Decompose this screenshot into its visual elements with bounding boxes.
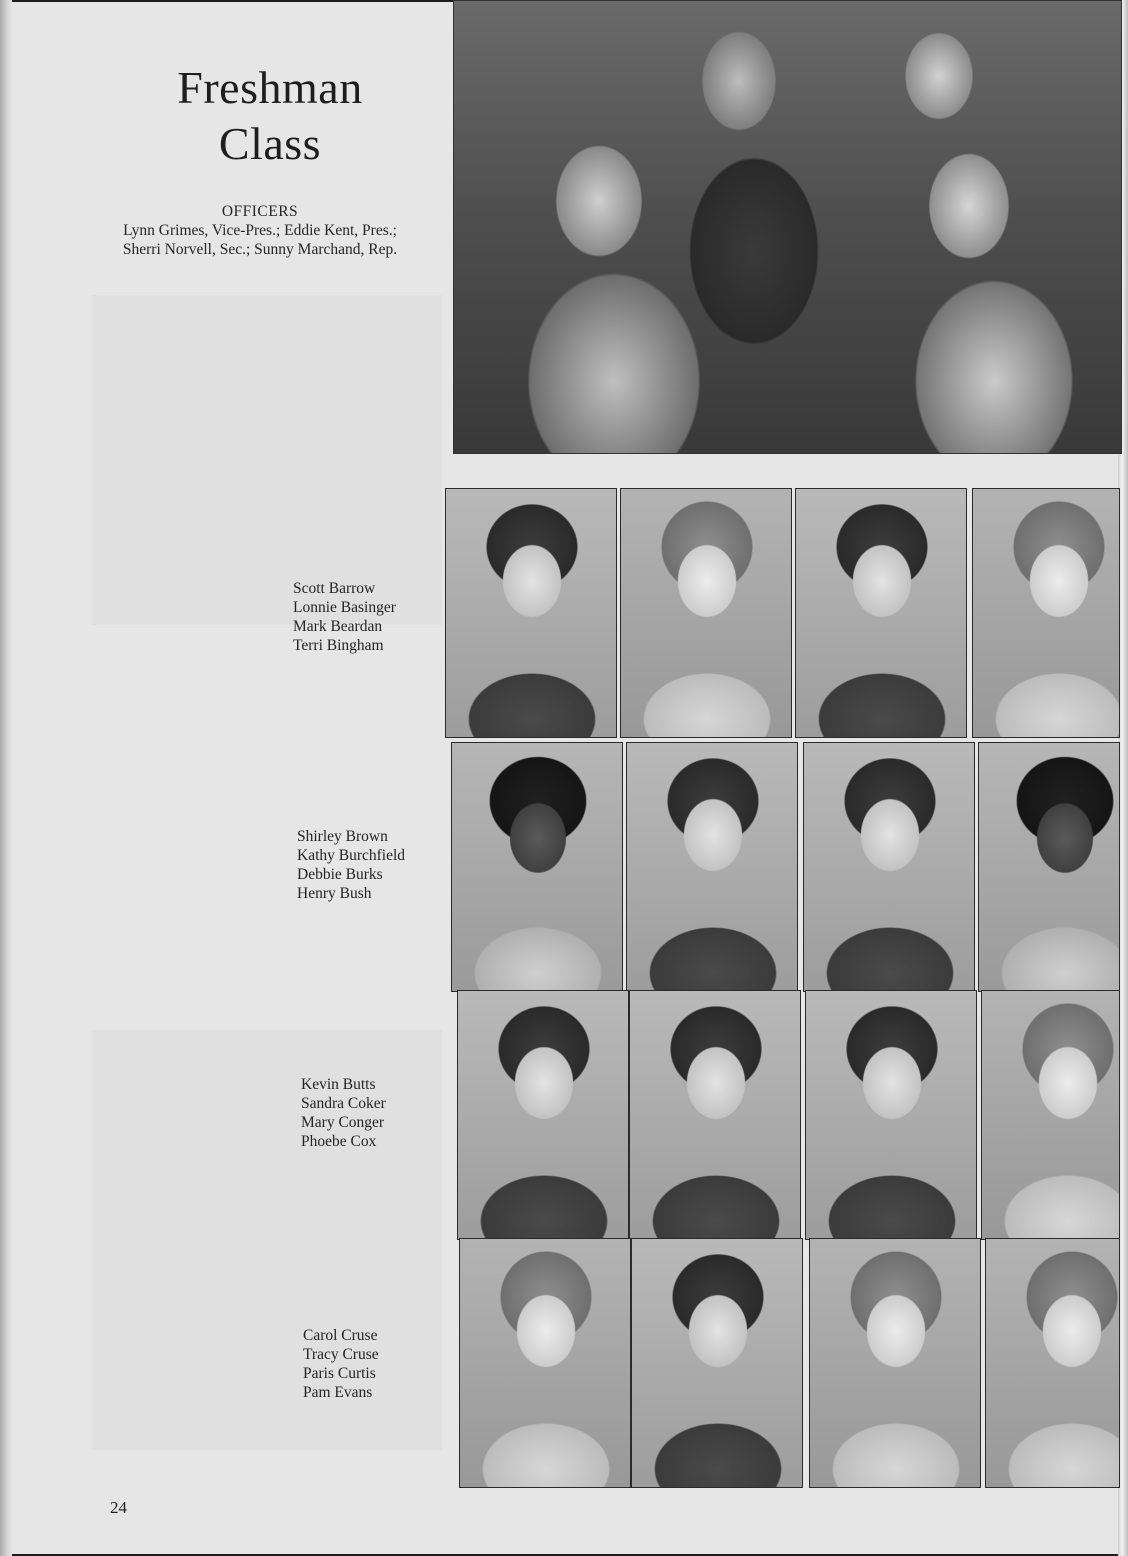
student-name: Henry Bush <box>297 885 372 902</box>
student-portrait <box>459 1238 631 1488</box>
student-portrait <box>972 488 1120 738</box>
name-list <box>297 827 405 903</box>
student-name: Mary Conger <box>301 1114 385 1131</box>
student-portrait <box>620 488 792 738</box>
page-binding-edge <box>0 0 12 1556</box>
background-shade <box>92 295 442 625</box>
officers-line: Sherri Norvell, Sec.; Sunny Marchand, Rep. <box>122 241 398 258</box>
student-name: Lonnie Basinger <box>293 599 396 616</box>
student-name: Carol Cruse <box>303 1327 378 1344</box>
page-title <box>150 60 390 172</box>
portrait-row <box>451 742 1120 992</box>
student-portrait <box>978 742 1120 992</box>
officers-heading: OFFICERS <box>221 203 299 220</box>
portrait-row <box>445 488 1120 738</box>
student-name: Sandra Coker <box>301 1095 386 1112</box>
student-portrait <box>803 742 975 992</box>
title-line: Class <box>218 118 322 169</box>
officers-line: Lynn Grimes, Vice-Pres.; Eddie Kent, Pres.; <box>123 222 397 239</box>
student-name: Shirley Brown <box>297 828 388 845</box>
student-name: Kevin Butts <box>301 1076 376 1093</box>
student-name: Paris Curtis <box>303 1365 376 1382</box>
officers-group-photo <box>453 0 1122 454</box>
portrait-row <box>457 990 1120 1240</box>
student-portrait <box>981 990 1120 1240</box>
name-list <box>303 1326 379 1402</box>
student-name: Debbie Burks <box>297 866 383 883</box>
name-list <box>301 1075 386 1151</box>
officers-caption <box>80 202 440 259</box>
student-name: Kathy Burchfield <box>297 847 406 864</box>
student-portrait <box>629 990 801 1240</box>
background-shade <box>92 1030 442 1450</box>
student-portrait <box>631 1238 803 1488</box>
student-portrait <box>457 990 629 1240</box>
student-portrait <box>809 1238 981 1488</box>
student-portrait <box>805 990 977 1240</box>
student-portrait <box>795 488 967 738</box>
student-name: Terri Bingham <box>293 637 384 654</box>
student-portrait <box>445 488 617 738</box>
student-portrait <box>985 1238 1120 1488</box>
title-line: Freshman <box>177 62 363 113</box>
name-list <box>293 579 396 655</box>
student-name: Mark Beardan <box>293 618 383 635</box>
portrait-row <box>459 1238 1120 1488</box>
student-name: Phoebe Cox <box>301 1133 377 1150</box>
student-name: Tracy Cruse <box>303 1346 379 1363</box>
page-number: 24 <box>110 1498 127 1517</box>
student-portrait <box>626 742 798 992</box>
student-name: Scott Barrow <box>293 580 376 597</box>
student-name: Pam Evans <box>303 1384 373 1401</box>
student-portrait <box>451 742 623 992</box>
